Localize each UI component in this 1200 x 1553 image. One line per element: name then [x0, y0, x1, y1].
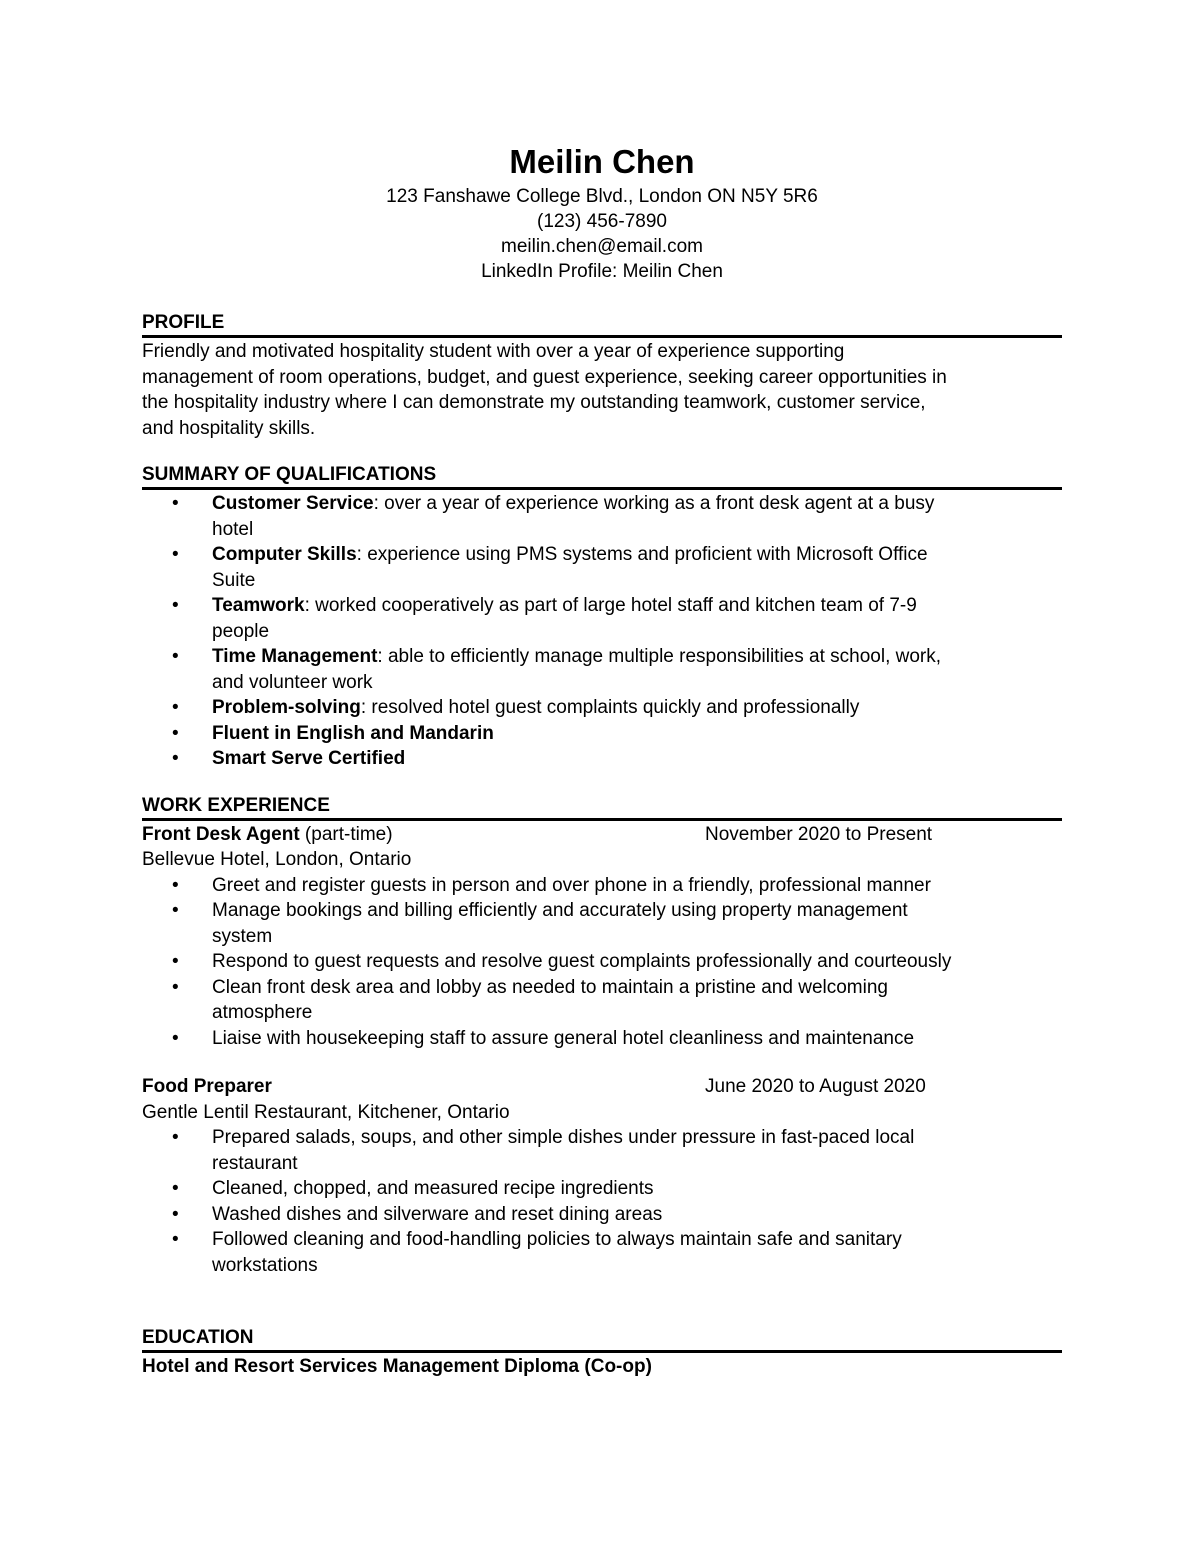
- job-title-row: [142, 822, 1062, 848]
- bullet-icon: •: [172, 595, 179, 616]
- phone: (123) 456-7890: [537, 211, 667, 232]
- job-entry: [142, 822, 1062, 1052]
- bullet-icon: •: [172, 722, 179, 744]
- bullet-icon: •: [172, 544, 179, 565]
- job-entry: [142, 1074, 1062, 1278]
- bullet-icon: •: [172, 646, 179, 667]
- bullet-icon: •: [172, 951, 179, 972]
- profile-line: and hospitality skills.: [142, 417, 316, 439]
- list-item: • Cleaned, chopped, and measured recipe ingredients: [142, 1176, 1062, 1202]
- work-section: [142, 794, 1062, 1279]
- education-program: Hotel and Resort Services Management Diploma (Co-op): [142, 1356, 652, 1377]
- work-heading: WORK EXPERIENCE: [142, 794, 1062, 821]
- education-heading: EDUCATION: [142, 1326, 1062, 1353]
- bullet-icon: •: [172, 748, 179, 769]
- job-title: Front Desk Agent: [142, 823, 300, 845]
- bullet-icon: •: [172, 900, 179, 921]
- bullet-icon: •: [172, 1229, 179, 1250]
- list-item: • Computer Skills: experience using PMS systems and proficient with Microsoft Office Suite: [172, 544, 928, 591]
- list-item: • Problem-solving: resolved hotel guest complaints quickly and professionally: [142, 695, 1062, 721]
- bullet-icon: •: [172, 697, 179, 718]
- list-item: • Greet and register guests in person and over phone in a friendly, professional manner: [142, 873, 1062, 899]
- resume-header: [142, 140, 1062, 284]
- qualifications-section: [142, 463, 1062, 772]
- profile-text: [142, 339, 1062, 441]
- bullet-icon: •: [172, 1127, 179, 1148]
- list-item: • Fluent in English and Mandarin: [142, 721, 1062, 747]
- list-item: • Liaise with housekeeping staff to assure general hotel cleanliness and maintenance: [142, 1026, 1062, 1052]
- profile-line: the hospitality industry where I can demonstrate my outstanding teamwork, customer service,: [142, 392, 926, 413]
- job-dates: June 2020 to August 2020: [705, 1076, 926, 1097]
- bullet-icon: •: [172, 1203, 179, 1225]
- list-item: • Followed cleaning and food-handling policies to always maintain safe and sanitary workstations: [172, 1229, 902, 1276]
- profile-section: [142, 311, 1062, 441]
- profile-line: Friendly and motivated hospitality student with over a year of experience supporting: [142, 341, 845, 362]
- job-dates: November 2020 to Present: [705, 823, 933, 845]
- profile-heading: PROFILE: [142, 311, 1062, 338]
- job-title-row: [142, 1074, 1062, 1100]
- job-note: (part-time): [299, 823, 393, 845]
- bullet-icon: •: [172, 1178, 179, 1199]
- job-duties-list: [142, 1125, 1062, 1278]
- list-item: • Washed dishes and silverware and reset dining areas: [142, 1202, 1062, 1228]
- bullet-icon: •: [172, 874, 179, 896]
- qualifications-heading: SUMMARY OF QUALIFICATIONS: [142, 463, 1062, 490]
- profile-line: management of room operations, budget, and guest experience, seeking career opportunities in: [142, 366, 947, 388]
- bullet-icon: •: [172, 493, 179, 514]
- qualifications-list: [142, 491, 1062, 772]
- address: 123 Fanshawe College Blvd., London ON N5Y 5R6: [386, 186, 818, 207]
- resume-page: [142, 140, 1062, 1380]
- bullet-icon: •: [172, 976, 179, 998]
- list-item: • Prepared salads, soups, and other simple dishes under pressure in fast-paced local restaurant: [172, 1127, 915, 1174]
- list-item: • Customer Service: over a year of experience working as a front desk agent at a busy hotel: [172, 493, 935, 540]
- candidate-name: Meilin Chen: [509, 143, 695, 180]
- list-item: • Clean front desk area and lobby as needed to maintain a pristine and welcoming atmosphere: [172, 976, 888, 1023]
- list-item: • Manage bookings and billing efficiently and accurately using property management system: [172, 900, 908, 947]
- list-item: • Teamwork: worked cooperatively as part of large hotel staff and kitchen team of 7-9 people: [172, 595, 917, 642]
- list-item: • Respond to guest requests and resolve guest complaints professionally and courteously: [142, 949, 1062, 975]
- list-item: • Time Management: able to efficiently manage multiple responsibilities at school, work, and volunteer work: [172, 646, 942, 693]
- list-item: • Smart Serve Certified: [142, 746, 1062, 772]
- employer: Bellevue Hotel, London, Ontario: [142, 849, 412, 870]
- linkedin-link[interactable]: LinkedIn Profile: Meilin Chen: [481, 261, 723, 282]
- bullet-icon: •: [172, 1027, 179, 1049]
- education-section: [142, 1326, 1062, 1380]
- email: meilin.chen@email.com: [501, 236, 703, 257]
- employer: Gentle Lentil Restaurant, Kitchener, Ontario: [142, 1101, 510, 1123]
- job-title: Food Preparer: [142, 1076, 272, 1097]
- job-duties-list: [142, 873, 1062, 1052]
